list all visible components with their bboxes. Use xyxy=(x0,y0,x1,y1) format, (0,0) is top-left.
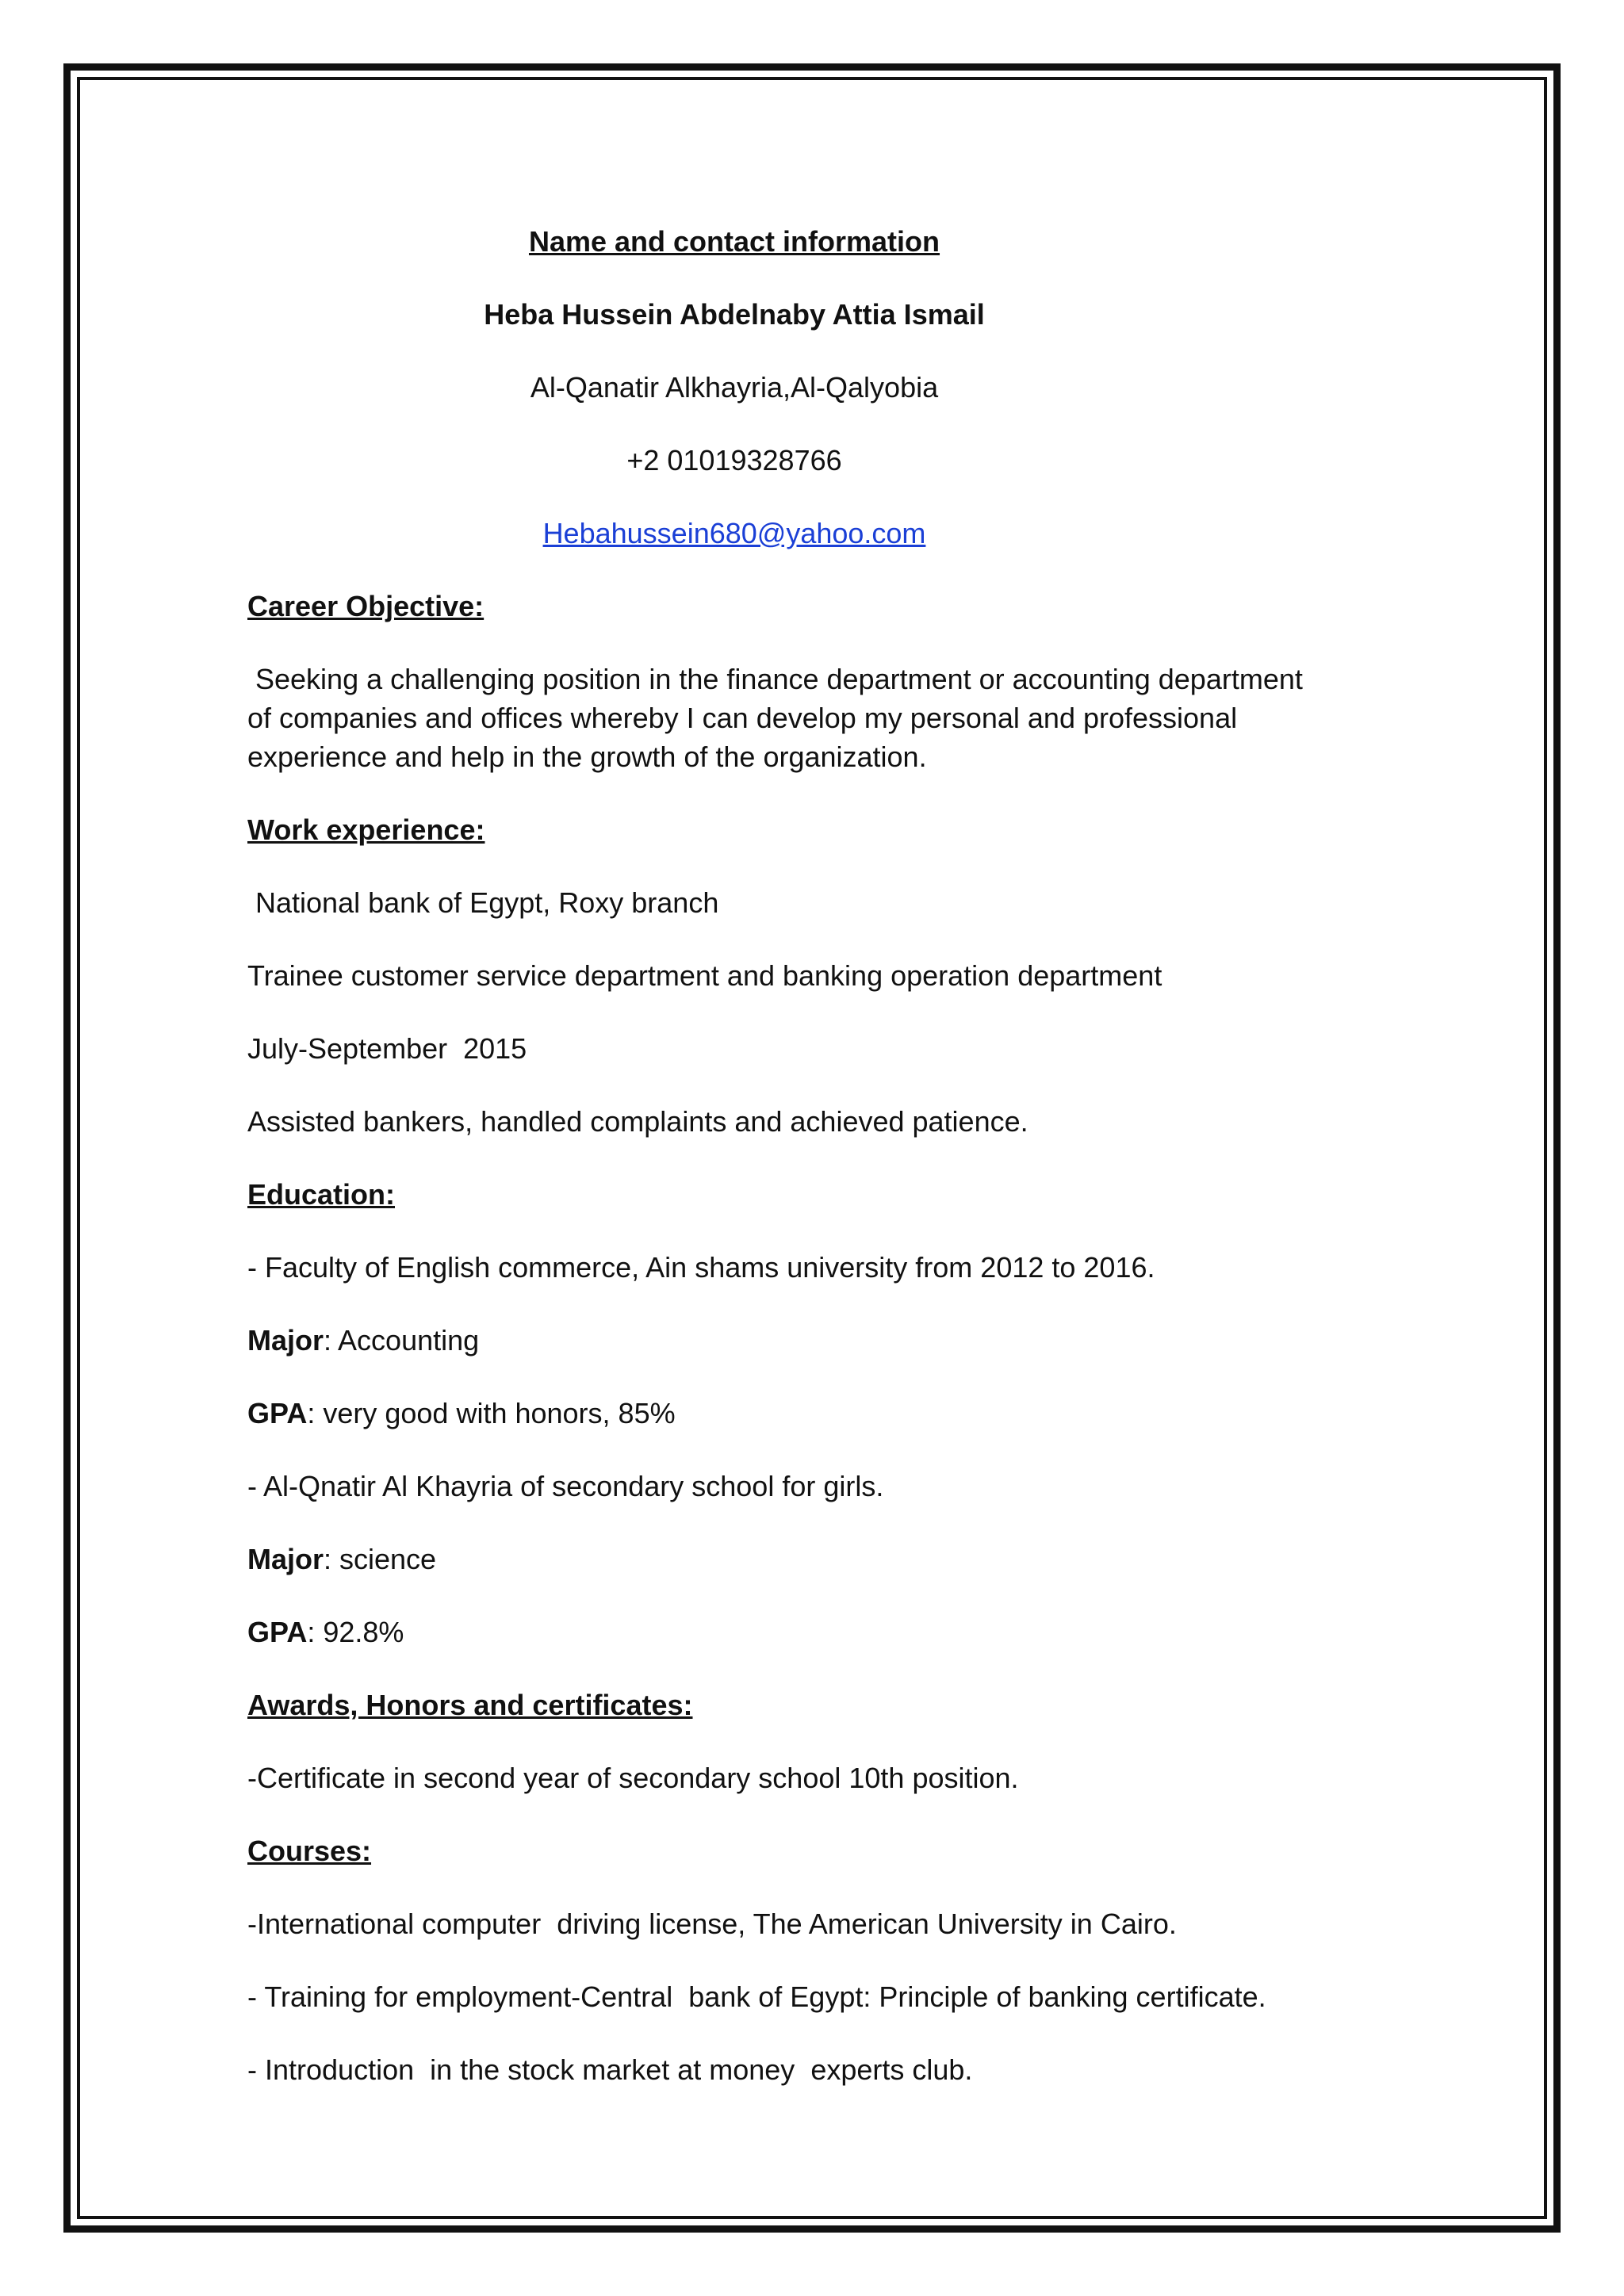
work-heading: Work experience: xyxy=(247,813,485,846)
awards-heading: Awards, Honors and certificates: xyxy=(247,1689,693,1721)
major-value: : science xyxy=(324,1543,437,1575)
education-major-1 xyxy=(247,1321,1389,1360)
gpa-label: GPA xyxy=(247,1397,308,1429)
contact-heading: Name and contact information xyxy=(528,225,940,258)
course-item: - Training for employment-Central bank of Egypt: Principle of banking certificate. xyxy=(247,1980,1266,2013)
contact-block xyxy=(163,222,1305,553)
career-objective xyxy=(247,660,1389,776)
course-item: -International computer driving license, The American University in Cairo. xyxy=(247,1908,1177,1940)
education-heading: Education: xyxy=(247,1178,395,1211)
email-link[interactable]: Hebahussein680@yahoo.com xyxy=(542,517,926,549)
education-gpa-1 xyxy=(247,1394,1389,1433)
gpa-value: : 92.8% xyxy=(307,1616,404,1648)
work-dates: July-September 2015 xyxy=(247,1032,527,1065)
career-line: of companies and offices whereby I can develop my personal and professional xyxy=(247,702,1238,734)
courses-heading: Courses: xyxy=(247,1835,372,1867)
major-value: : Accounting xyxy=(324,1324,480,1357)
education-gpa-2 xyxy=(247,1613,1389,1651)
career-line: Seeking a challenging position in the finance department or accounting department xyxy=(247,663,1303,695)
course-item: - Introduction in the stock market at money experts club. xyxy=(247,2053,973,2086)
address: Al-Qanatir Alkhayria,Al-Qalyobia xyxy=(530,371,939,404)
major-label: Major xyxy=(247,1543,324,1575)
phone-number: +2 01019328766 xyxy=(626,444,842,476)
resume-content xyxy=(247,222,1389,2089)
education-major-2 xyxy=(247,1540,1389,1578)
awards-item: -Certificate in second year of secondary school 10th position. xyxy=(247,1762,1019,1794)
gpa-label: GPA xyxy=(247,1616,308,1648)
work-employer: National bank of Egypt, Roxy branch xyxy=(247,886,719,919)
career-line: experience and help in the growth of the organization. xyxy=(247,740,927,773)
major-label: Major xyxy=(247,1324,324,1357)
career-heading: Career Objective: xyxy=(247,590,485,622)
education-school-2: - Al-Qnatir Al Khayria of secondary school for girls. xyxy=(247,1470,884,1502)
applicant-name: Heba Hussein Abdelnaby Attia Ismail xyxy=(484,298,985,331)
education-school-1: - Faculty of English commerce, Ain shams university from 2012 to 2016. xyxy=(247,1251,1155,1284)
gpa-value: : very good with honors, 85% xyxy=(307,1397,676,1429)
work-role: Trainee customer service department and banking operation department xyxy=(247,959,1162,992)
work-summary: Assisted bankers, handled complaints and achieved patience. xyxy=(247,1105,1028,1138)
